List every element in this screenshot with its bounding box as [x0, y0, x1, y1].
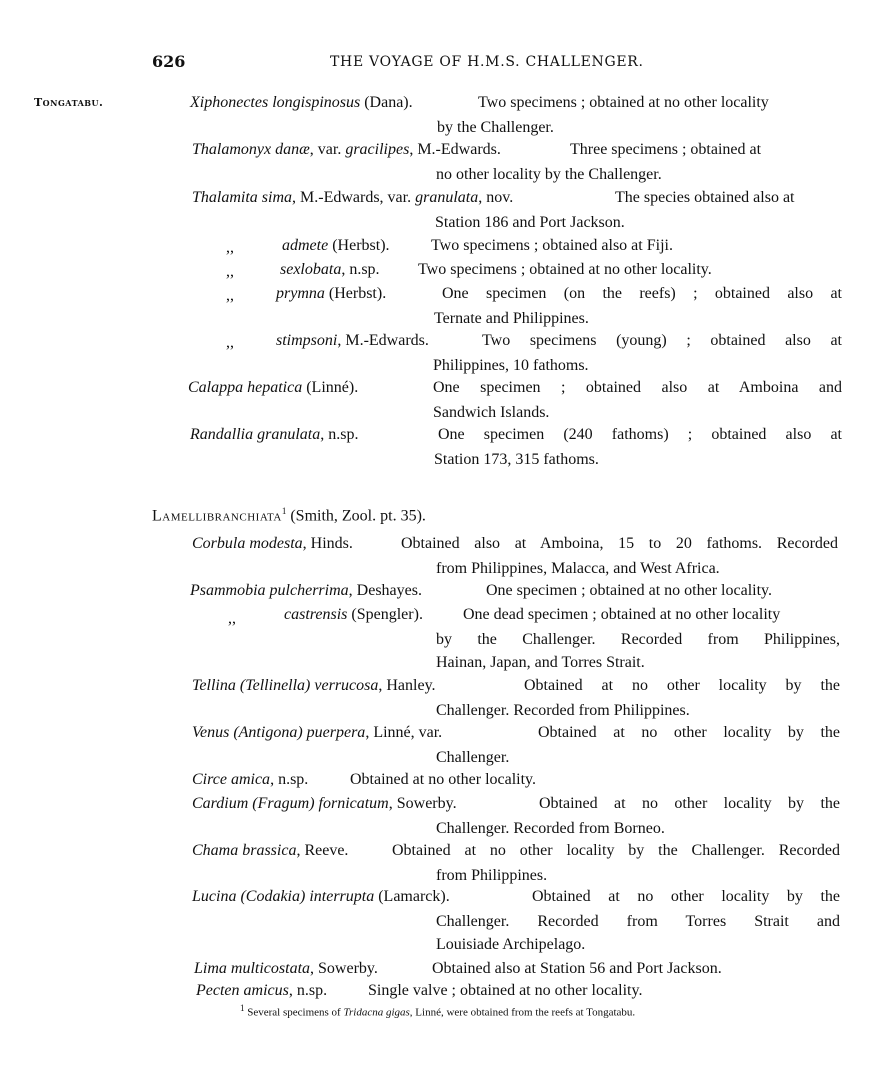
entry-text: Obtained also at Amboina, 15 to 20 fathoms. Recorded — [401, 535, 838, 552]
species-name: Circe amica — [192, 771, 271, 788]
species-author: , n.sp. — [320, 426, 359, 443]
species-author: , Sowerby. — [310, 960, 378, 977]
entry-text: Station 186 and Port Jackson. — [435, 214, 625, 231]
entry-text: Obtained at no other locality by the — [539, 795, 840, 812]
entry-text: Obtained at no other locality by the Challenger. Recorded — [392, 842, 840, 859]
entry-text: Challenger. — [436, 749, 510, 766]
running-title: THE VOYAGE OF H.M.S. CHALLENGER. — [330, 54, 644, 70]
entry-text: Challenger. Recorded from Philippines. — [436, 702, 690, 719]
species-author: (Herbst). — [328, 237, 390, 254]
ditto-mark: ,, — [226, 263, 234, 280]
species-name: sexlobata — [280, 261, 342, 278]
entry-text: Hainan, Japan, and Torres Strait. — [436, 654, 645, 671]
species-author: (Lamarck). — [374, 888, 450, 905]
species-author: , M.-Edwards. — [337, 332, 429, 349]
species-name: Thalamita sima — [192, 189, 293, 206]
species-author: , n.sp. — [288, 982, 328, 999]
ditto-mark: ,, — [228, 610, 236, 627]
entry-text: Obtained at no other locality by the — [532, 888, 840, 905]
entry-text: Challenger. Recorded from Torres Strait and — [436, 913, 840, 930]
species-author: , Hanley. — [378, 677, 436, 694]
ditto-mark: ,, — [226, 334, 234, 351]
species-name: admete — [282, 237, 329, 254]
species-author: (Linné). — [302, 379, 359, 396]
species-author: , Reeve. — [296, 842, 349, 859]
entry-text: Louisiade Archipelago. — [436, 936, 586, 953]
entry-text: by the Challenger. — [437, 119, 554, 136]
species-author: , n.sp. — [341, 261, 380, 278]
species-name: Randallia granulata — [190, 426, 321, 443]
species-name: castrensis — [284, 606, 348, 623]
species-author: , var. — [309, 141, 346, 158]
entry-text: by the Challenger. Recorded from Philippines, — [436, 631, 840, 648]
species-author: , Deshayes. — [348, 582, 422, 599]
entry-text: Station 173, 315 fathoms. — [434, 451, 599, 468]
entry-text: from Philippines. — [436, 867, 548, 884]
species-name: Tellina (Tellinella) verrucosa — [192, 677, 379, 694]
page-number: 626 — [152, 52, 186, 71]
entry-text: Two specimens ; obtained also at Fiji. — [431, 237, 673, 254]
species-author: , Sowerby. — [388, 795, 457, 812]
species-author: , M.-Edwards. — [409, 141, 501, 158]
entry-text: One specimen (on the reefs) ; obtained also at — [442, 285, 842, 302]
section-reference: (Smith, Zool. pt. 35). — [286, 507, 426, 525]
entry-text: Two specimens (young) ; obtained also at — [482, 332, 842, 349]
section-heading — [152, 506, 426, 525]
entry-text: Obtained at no other locality by the — [524, 677, 840, 694]
section-title: Lamellibranchiata — [152, 507, 282, 525]
entry-text: Single valve ; obtained at no other locality. — [368, 982, 643, 999]
variety-name: granulata — [415, 189, 479, 206]
entry-text: Three specimens ; obtained at — [570, 141, 762, 158]
species-name: Thalamonyx danæ — [192, 141, 310, 158]
species-author: , Hinds. — [302, 535, 353, 552]
species-name: Corbula modesta — [192, 535, 303, 552]
entry-text: One specimen (240 fathoms) ; obtained also at — [438, 426, 842, 443]
species-author: , M.-Edwards, var. — [292, 189, 416, 206]
ditto-mark: ,, — [226, 239, 234, 256]
species-author: , Linné, var. — [365, 724, 443, 741]
species-name: Psammobia pulcherrima — [190, 582, 349, 599]
entry-text: One specimen ; obtained also at Amboina and — [433, 379, 842, 396]
entry-text: no other locality by the Challenger. — [436, 166, 662, 183]
entry-text: Sandwich Islands. — [433, 404, 550, 421]
entry-text: One dead specimen ; obtained at no other locality — [463, 606, 781, 623]
footnote: $^1$ Several specimens of Tridacna gigas, Linné, were obtained from the reefs at Tongatabu. — [240, 1003, 636, 1019]
entry-text: Obtained at no other locality by the — [538, 724, 840, 741]
species-name: prymna — [276, 285, 325, 302]
entry-text: Two specimens ; obtained at no other locality. — [418, 261, 712, 278]
species-name: Pecten amicus — [196, 982, 289, 999]
species-name: Venus (Antigona) puerpera — [192, 724, 366, 741]
entry-text: Obtained also at Station 56 and Port Jackson. — [432, 960, 722, 977]
species-author: (Herbst). — [324, 285, 387, 302]
species-author: (Dana). — [360, 94, 413, 111]
entry-text: Obtained at no other locality. — [350, 771, 537, 788]
species-name: stimpsoni — [276, 332, 338, 349]
footnote-mark: 1 — [281, 506, 287, 516]
species-name: Tridacna gigas — [343, 1006, 410, 1019]
entry-text: Challenger. Recorded from Borneo. — [436, 820, 665, 837]
entry-text: One specimen ; obtained at no other locality. — [486, 582, 772, 599]
variety-name: gracilipes — [345, 141, 410, 158]
species-name: Lucina (Codakia) interrupta — [192, 888, 375, 905]
species-author: , nov. — [478, 189, 514, 206]
species-name: Cardium (Fragum) fornicatum — [192, 795, 389, 812]
footnote-mark: 1 — [240, 1003, 245, 1013]
species-name: Calappa hepatica — [188, 379, 303, 396]
species-name: Chama brassica — [192, 842, 297, 859]
entry-text: from Philippines, Malacca, and West Africa. — [436, 560, 720, 577]
entry-text: Philippines, 10 fathoms. — [433, 357, 589, 374]
species-author: (Spengler). — [347, 606, 423, 623]
entry-text: The species obtained also at — [615, 189, 795, 206]
ditto-mark: ,, — [226, 287, 234, 304]
entry-text: Two specimens ; obtained at no other locality — [478, 94, 769, 111]
entry-text: Ternate and Philippines. — [434, 310, 589, 327]
margin-locality: Tongatabu. — [34, 96, 104, 109]
species-name: Lima multicostata — [194, 960, 311, 977]
species-name: Xiphonectes longispinosus — [190, 94, 361, 111]
species-author: , n.sp. — [270, 771, 309, 788]
